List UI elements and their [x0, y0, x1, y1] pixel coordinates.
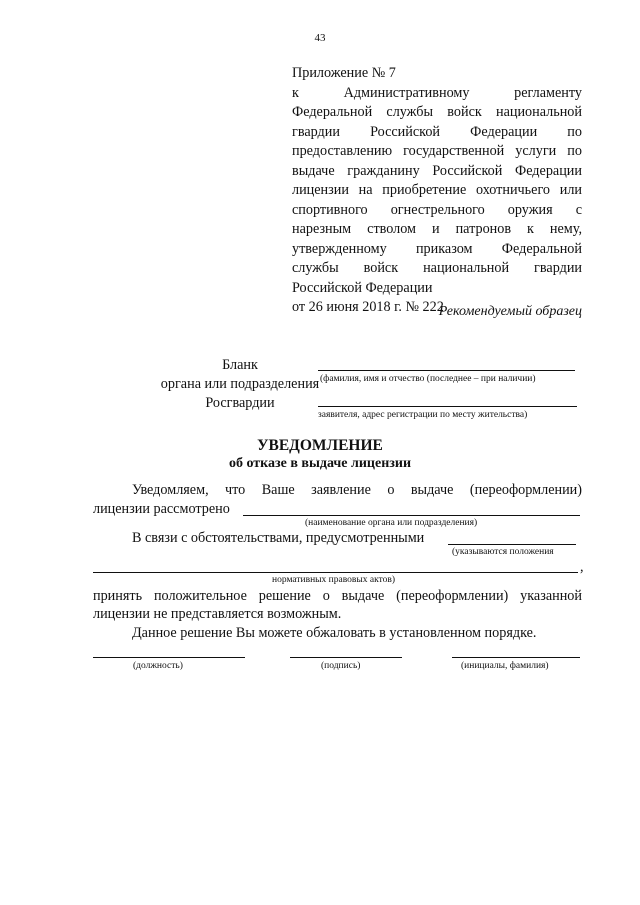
organ-name-line [243, 515, 580, 516]
annex-line: лицензии на приобретение охотничьего или [292, 182, 582, 198]
position-caption: (должность) [133, 661, 183, 671]
page-number: 43 [314, 32, 326, 44]
signature-caption: (подпись) [321, 661, 361, 671]
organ-name-caption: (наименование органа или подразделения) [305, 518, 478, 528]
annex-line: нарезным стволом и патронов к нему, [292, 221, 582, 237]
letterhead-line: Росгвардии [205, 395, 275, 411]
normative-acts-comma: , [580, 559, 584, 575]
provisions-line [448, 544, 576, 545]
applicant-address-caption: заявителя, адрес регистрации по месту жительства) [318, 410, 528, 420]
annex-line: утвержденному приказом Федеральной [292, 240, 582, 257]
paragraph-3-line-1: принять положительное решение о выдаче (переоформлении) указанной [93, 588, 582, 604]
normative-acts-line [93, 572, 578, 573]
letterhead-line: органа или подразделения [160, 376, 320, 392]
annex-line: от 26 июня 2018 г. № 222 [292, 299, 444, 315]
annex-line: Федеральной службы войск национальной [292, 104, 582, 120]
initials-caption: (инициалы, фамилия) [461, 661, 549, 671]
annex-line: службы войск национальной гвардии [292, 260, 582, 276]
applicant-address-line [318, 406, 577, 407]
initials-line [452, 657, 580, 658]
annex-header [292, 64, 582, 318]
annex-line: гвардии Российской Федерации по [292, 123, 582, 140]
paragraph-1-line-2: лицензии рассмотрено [93, 501, 230, 517]
annex-line: Российской Федерации [292, 279, 433, 296]
applicant-name-line [318, 370, 575, 371]
position-line [93, 657, 245, 658]
signature-line [290, 657, 402, 658]
letterhead-line: Бланк [222, 357, 258, 373]
paragraph-4: Данное решение Вы можете обжаловать в установленном порядке. [132, 625, 537, 641]
annex-line: выдаче гражданину Российской Федерации [292, 162, 582, 179]
recommended-sample-label: Рекомендуемый образец [438, 304, 582, 319]
paragraph-1-line-1: Уведомляем, что Ваше заявление о выдаче (переоформлении) [132, 482, 582, 498]
paragraph-3-line-2: лицензии не представляется возможным. [93, 606, 342, 622]
normative-acts-caption: нормативных правовых актов) [272, 575, 396, 585]
provisions-caption: (указываются положения [452, 547, 554, 557]
letterhead-block [100, 356, 380, 413]
annex-line: предоставлению государственной услуги по [292, 143, 582, 159]
paragraph-2-line-1: В связи с обстоятельствами, предусмотренными [132, 530, 425, 546]
annex-line: к Административному регламенту [292, 84, 582, 101]
annex-line: спортивного огнестрельного оружия с [292, 201, 582, 218]
applicant-name-caption: (фамилия, имя и отчество (последнее – при наличии) [320, 374, 536, 384]
document-subtitle: об отказе в выдаче лицензии [228, 456, 412, 471]
annex-line: Приложение № 7 [292, 65, 396, 81]
document-title: УВЕДОМЛЕНИЕ [257, 437, 383, 454]
